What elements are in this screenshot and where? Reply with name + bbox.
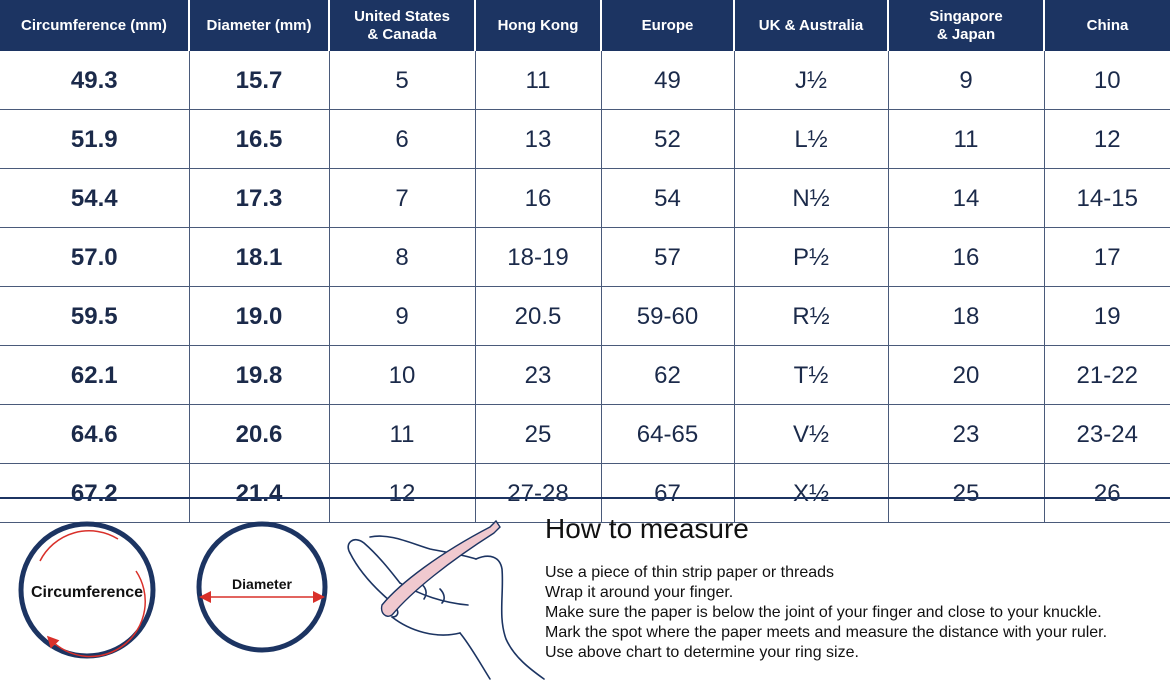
table-cell: 67 bbox=[601, 464, 734, 523]
table-cell: T½ bbox=[734, 346, 888, 405]
column-header-text: & Japan bbox=[936, 25, 996, 43]
table-cell: 16 bbox=[475, 169, 601, 228]
column-header bbox=[0, 0, 189, 51]
table-cell: 20 bbox=[888, 346, 1044, 405]
table-cell: 27-28 bbox=[475, 464, 601, 523]
table-cell: 64.6 bbox=[0, 405, 189, 464]
table-cell: 19.8 bbox=[189, 346, 329, 405]
column-header-text: United States bbox=[354, 7, 450, 25]
column-header bbox=[1044, 0, 1170, 51]
table-cell: 49 bbox=[601, 51, 734, 110]
table-cell: L½ bbox=[734, 110, 888, 169]
table-cell: 11 bbox=[475, 51, 601, 110]
table-cell: 10 bbox=[1044, 51, 1170, 110]
howto-step: Use a piece of thin strip paper or threads bbox=[545, 564, 835, 581]
howto-steps bbox=[545, 563, 1165, 663]
howto-step: Use above chart to determine your ring size. bbox=[545, 644, 859, 661]
table-cell: 20.5 bbox=[475, 287, 601, 346]
table-cell: 59-60 bbox=[601, 287, 734, 346]
column-header-text: & Canada bbox=[367, 25, 437, 43]
table-cell: 20.6 bbox=[189, 405, 329, 464]
column-header bbox=[888, 0, 1044, 51]
column-header-text: Diameter (mm) bbox=[206, 16, 312, 34]
hand-outline bbox=[460, 633, 490, 679]
table-cell: 19.0 bbox=[189, 287, 329, 346]
finger-outline bbox=[348, 540, 400, 583]
table-cell: 16 bbox=[888, 228, 1044, 287]
howto-step: Wrap it around your finger. bbox=[545, 584, 734, 601]
table-cell: 14-15 bbox=[1044, 169, 1170, 228]
table-cell: 25 bbox=[888, 464, 1044, 523]
table-cell: V½ bbox=[734, 405, 888, 464]
table-cell: P½ bbox=[734, 228, 888, 287]
table-cell: 9 bbox=[888, 51, 1044, 110]
table-cell: 62 bbox=[601, 346, 734, 405]
table-cell: 17.3 bbox=[189, 169, 329, 228]
table-row bbox=[0, 169, 1170, 228]
table-cell: 23-24 bbox=[1044, 405, 1170, 464]
table-cell: R½ bbox=[734, 287, 888, 346]
column-header bbox=[601, 0, 734, 51]
circumference-diagram bbox=[18, 521, 156, 659]
hand-illustration bbox=[340, 513, 560, 681]
table-cell: 59.5 bbox=[0, 287, 189, 346]
diameter-diagram bbox=[196, 521, 328, 653]
column-header-text: Europe bbox=[641, 16, 694, 34]
paper-strip bbox=[382, 521, 500, 616]
table-cell: 10 bbox=[329, 346, 475, 405]
table-cell: 49.3 bbox=[0, 51, 189, 110]
table-body bbox=[0, 51, 1170, 523]
table-cell: 5 bbox=[329, 51, 475, 110]
table-cell: 16.5 bbox=[189, 110, 329, 169]
table-row bbox=[0, 110, 1170, 169]
table-cell: 54 bbox=[601, 169, 734, 228]
table-cell: 54.4 bbox=[0, 169, 189, 228]
column-header bbox=[475, 0, 601, 51]
howto-title: How to measure bbox=[545, 513, 749, 544]
table-cell: 21.4 bbox=[189, 464, 329, 523]
table-cell: 11 bbox=[888, 110, 1044, 169]
table-cell: 57.0 bbox=[0, 228, 189, 287]
table-row bbox=[0, 405, 1170, 464]
table-cell: 23 bbox=[475, 346, 601, 405]
table-cell: J½ bbox=[734, 51, 888, 110]
table-cell: 64-65 bbox=[601, 405, 734, 464]
circumference-label: Circumference bbox=[30, 584, 144, 601]
column-header bbox=[329, 0, 475, 51]
table-cell: 8 bbox=[329, 228, 475, 287]
column-header-text: Hong Kong bbox=[497, 16, 579, 34]
howto-step: Mark the spot where the paper meets and measure the distance with your ruler. bbox=[545, 624, 1108, 641]
column-header bbox=[734, 0, 888, 51]
finger-outline bbox=[392, 617, 460, 635]
table-row bbox=[0, 51, 1170, 110]
table-cell: 21-22 bbox=[1044, 346, 1170, 405]
table-cell: 18.1 bbox=[189, 228, 329, 287]
column-header bbox=[189, 0, 329, 51]
table-cell: N½ bbox=[734, 169, 888, 228]
table-header-row bbox=[0, 0, 1170, 51]
table-cell: 26 bbox=[1044, 464, 1170, 523]
hand-outline bbox=[476, 556, 544, 679]
table-cell: 18-19 bbox=[475, 228, 601, 287]
table-row bbox=[0, 287, 1170, 346]
table-cell: 52 bbox=[601, 110, 734, 169]
table-cell: 19 bbox=[1044, 287, 1170, 346]
table-cell: 62.1 bbox=[0, 346, 189, 405]
table-cell: 57 bbox=[601, 228, 734, 287]
how-to-measure bbox=[545, 513, 1165, 663]
measure-section bbox=[0, 497, 1170, 679]
table-cell: 23 bbox=[888, 405, 1044, 464]
table-cell: 12 bbox=[329, 464, 475, 523]
table-cell: X½ bbox=[734, 464, 888, 523]
table-row bbox=[0, 346, 1170, 405]
table-cell: 67.2 bbox=[0, 464, 189, 523]
table-cell: 15.7 bbox=[189, 51, 329, 110]
table-cell: 14 bbox=[888, 169, 1044, 228]
column-header-text: Singapore bbox=[929, 7, 1003, 25]
table-cell: 17 bbox=[1044, 228, 1170, 287]
table-cell: 13 bbox=[475, 110, 601, 169]
table-cell: 11 bbox=[329, 405, 475, 464]
table-cell: 25 bbox=[475, 405, 601, 464]
diameter-label: Diameter bbox=[232, 576, 292, 592]
table-cell: 6 bbox=[329, 110, 475, 169]
table-cell: 12 bbox=[1044, 110, 1170, 169]
table-cell: 51.9 bbox=[0, 110, 189, 169]
column-header-text: Circumference (mm) bbox=[21, 16, 167, 34]
table-row bbox=[0, 228, 1170, 287]
table-cell: 7 bbox=[329, 169, 475, 228]
howto-step: Make sure the paper is below the joint of your finger and close to your knuckle. bbox=[545, 604, 1102, 621]
table-cell: 9 bbox=[329, 287, 475, 346]
column-header-text: China bbox=[1086, 16, 1129, 34]
table-cell: 18 bbox=[888, 287, 1044, 346]
column-header-text: UK & Australia bbox=[758, 16, 864, 34]
